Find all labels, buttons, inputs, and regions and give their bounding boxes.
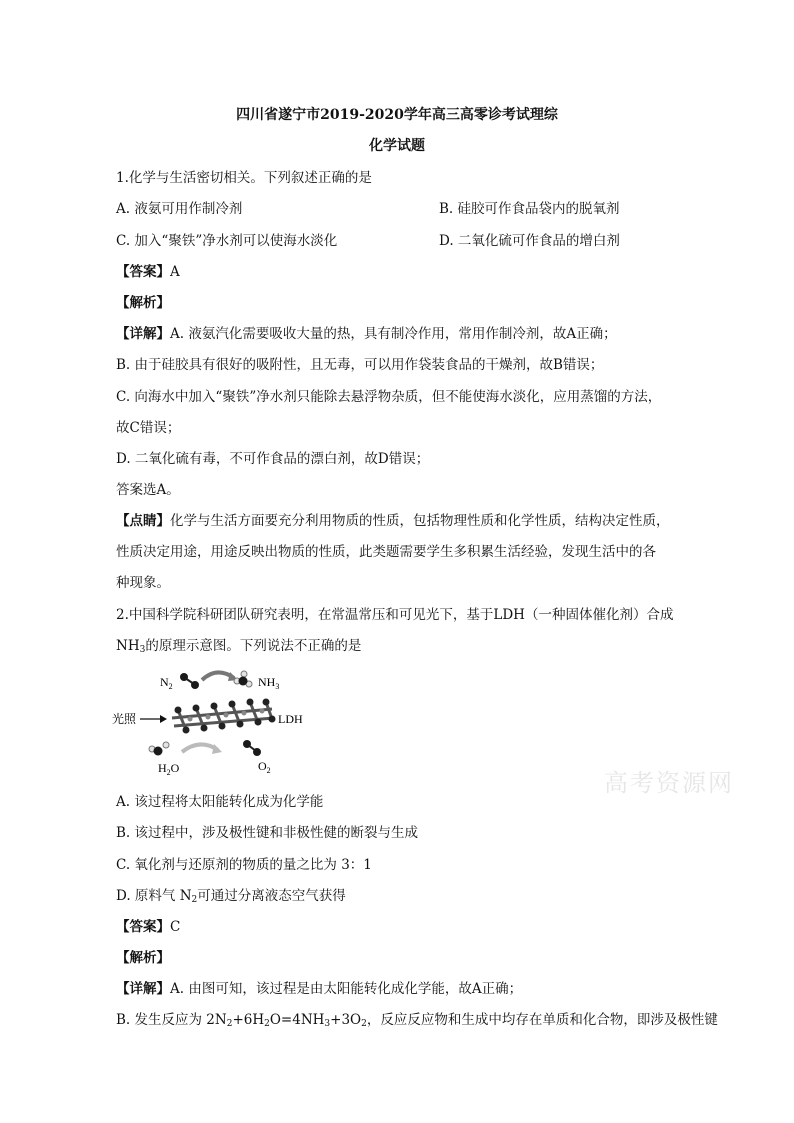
- eq-part: ，反应反应物和生成中均存在单质和化合物，即涉及极性键: [366, 1012, 718, 1028]
- ldh-lattice: [172, 699, 276, 734]
- watermark: 高考资源网: [604, 769, 734, 797]
- nh3-label: $NH_3$: [258, 675, 280, 691]
- q2-option-a: A. 该过程将太阳能转化成为化学能: [116, 794, 324, 810]
- q2-stem-1: 2.中国科学院科研团队研究表明，在常温常压和可见光下，基于LDH（一种固体催化剂）合成: [116, 607, 674, 623]
- q1-conclusion: 答案选A。: [116, 482, 180, 498]
- q1-detail-b: B. 由于硅胶具有很好的吸附性，且无毒，可以用作袋装食品的干燥剂，故B错误；: [116, 357, 604, 373]
- q1-comment-3: 种现象。: [116, 575, 170, 591]
- eq-sub: 2: [226, 1019, 233, 1029]
- q2-option-c: C. 氧化剂与还原剂的物质的量之比为 3：1: [116, 857, 372, 873]
- q1-option-a: A. 液氨可用作制冷剂: [116, 201, 243, 217]
- detail-label: 【详解】: [116, 326, 170, 342]
- light-label: 光照: [112, 712, 137, 726]
- ldh-label: LDH: [278, 712, 303, 726]
- q1-comment-2: 性质决定用途，用途反映出物质的性质，此类题需要学生多积累生活经验，发现生活中的各: [116, 544, 656, 560]
- nh3-subscript: 3: [139, 645, 146, 655]
- detail-label: 【详解】: [116, 981, 170, 997]
- eq-sub: 2: [264, 1019, 270, 1029]
- q1-answer: [116, 260, 180, 280]
- eq-part: O=4NH: [269, 1012, 325, 1028]
- h2o-label: $H_2O$: [158, 761, 180, 776]
- q1-detail-c2: 故C错误；: [116, 420, 181, 436]
- answer-value: C: [170, 919, 181, 935]
- q2-detail-a: [116, 977, 522, 997]
- answer-label: 【答案】: [116, 919, 170, 935]
- reaction-diagram: [112, 664, 322, 776]
- eq-sub: 2: [361, 1019, 367, 1029]
- q2-detail-b: [116, 1008, 718, 1028]
- q1-comment: [116, 509, 670, 529]
- detail-text: A. 由图可知，该过程是由太阳能转化成化学能，故A正确；: [170, 981, 523, 997]
- nh3-formula: NH: [116, 638, 140, 654]
- comment-label: 【点睛】: [116, 513, 170, 529]
- answer-value: A: [170, 264, 180, 280]
- q2-stem-2: [116, 634, 361, 654]
- q1-detail-c1: C. 向海水中加入“聚铁”净水剂只能除去悬浮物杂质，但不能使海水淡化，应用蒸馏的方法，: [116, 389, 662, 405]
- answer-label: 【答案】: [116, 264, 170, 280]
- q1-analysis-label: 【解析】: [116, 295, 170, 311]
- q1-option-c: C. 加入“聚铁”净水剂可以使海水淡化: [116, 233, 338, 249]
- reaction-diagram-svg: [112, 664, 322, 776]
- comment-text: 化学与生活方面要充分利用物质的性质，包括物理性质和化学性质，结构决定性质，: [170, 513, 670, 529]
- n2-molecule: [180, 673, 199, 689]
- q2-analysis-label: 【解析】: [116, 950, 170, 966]
- o2-label: $O_2$: [258, 759, 271, 775]
- eq-part: B. 发生反应为 2N: [116, 1012, 227, 1028]
- nh3-molecule: [234, 671, 252, 687]
- n2-label: $N_2$: [160, 675, 173, 691]
- eq-part: +3O: [330, 1012, 362, 1028]
- document-subtitle: 化学试题: [369, 138, 425, 154]
- q2-option-b: B. 该过程中，涉及极性键和非极性健的断裂与生成: [116, 825, 419, 841]
- q1-option-b: B. 硅胶可作食品袋内的脱氧剂: [439, 201, 620, 217]
- q1-stem: 1.化学与生活密切相关。下列叙述正确的是: [116, 170, 372, 186]
- q1-option-d: D. 二氧化硫可作食品的增白剂: [439, 233, 620, 249]
- q1-detail-a: [116, 322, 617, 342]
- o2-molecule: [243, 740, 261, 756]
- eq-sub: 3: [324, 1019, 331, 1029]
- light-arrowhead: [160, 715, 167, 723]
- q2-stem-2-text: 的原理示意图。下列说法不正确的是: [145, 638, 362, 654]
- detail-text: A. 液氨汽化需要吸收大量的热，具有制冷作用，常用作制冷剂，故A正确；: [170, 326, 617, 342]
- h2o-molecule: [149, 742, 169, 756]
- document-title: 四川省遂宁市2019-2020学年高三高零诊考试理综: [236, 107, 558, 123]
- eq-part: +6H: [232, 1012, 265, 1028]
- lower-arrow: [182, 744, 218, 752]
- opt-d-text: D. 原料气 N: [116, 888, 192, 904]
- q1-detail-d: D. 二氧化硫有毒，不可作食品的漂白剂，故D错误；: [116, 451, 430, 467]
- opt-d-text-rest: 可通过分离液态空气获得: [197, 888, 346, 904]
- n2-subscript: 2: [191, 895, 198, 905]
- q2-answer: [116, 915, 180, 935]
- q2-option-d: [116, 884, 346, 904]
